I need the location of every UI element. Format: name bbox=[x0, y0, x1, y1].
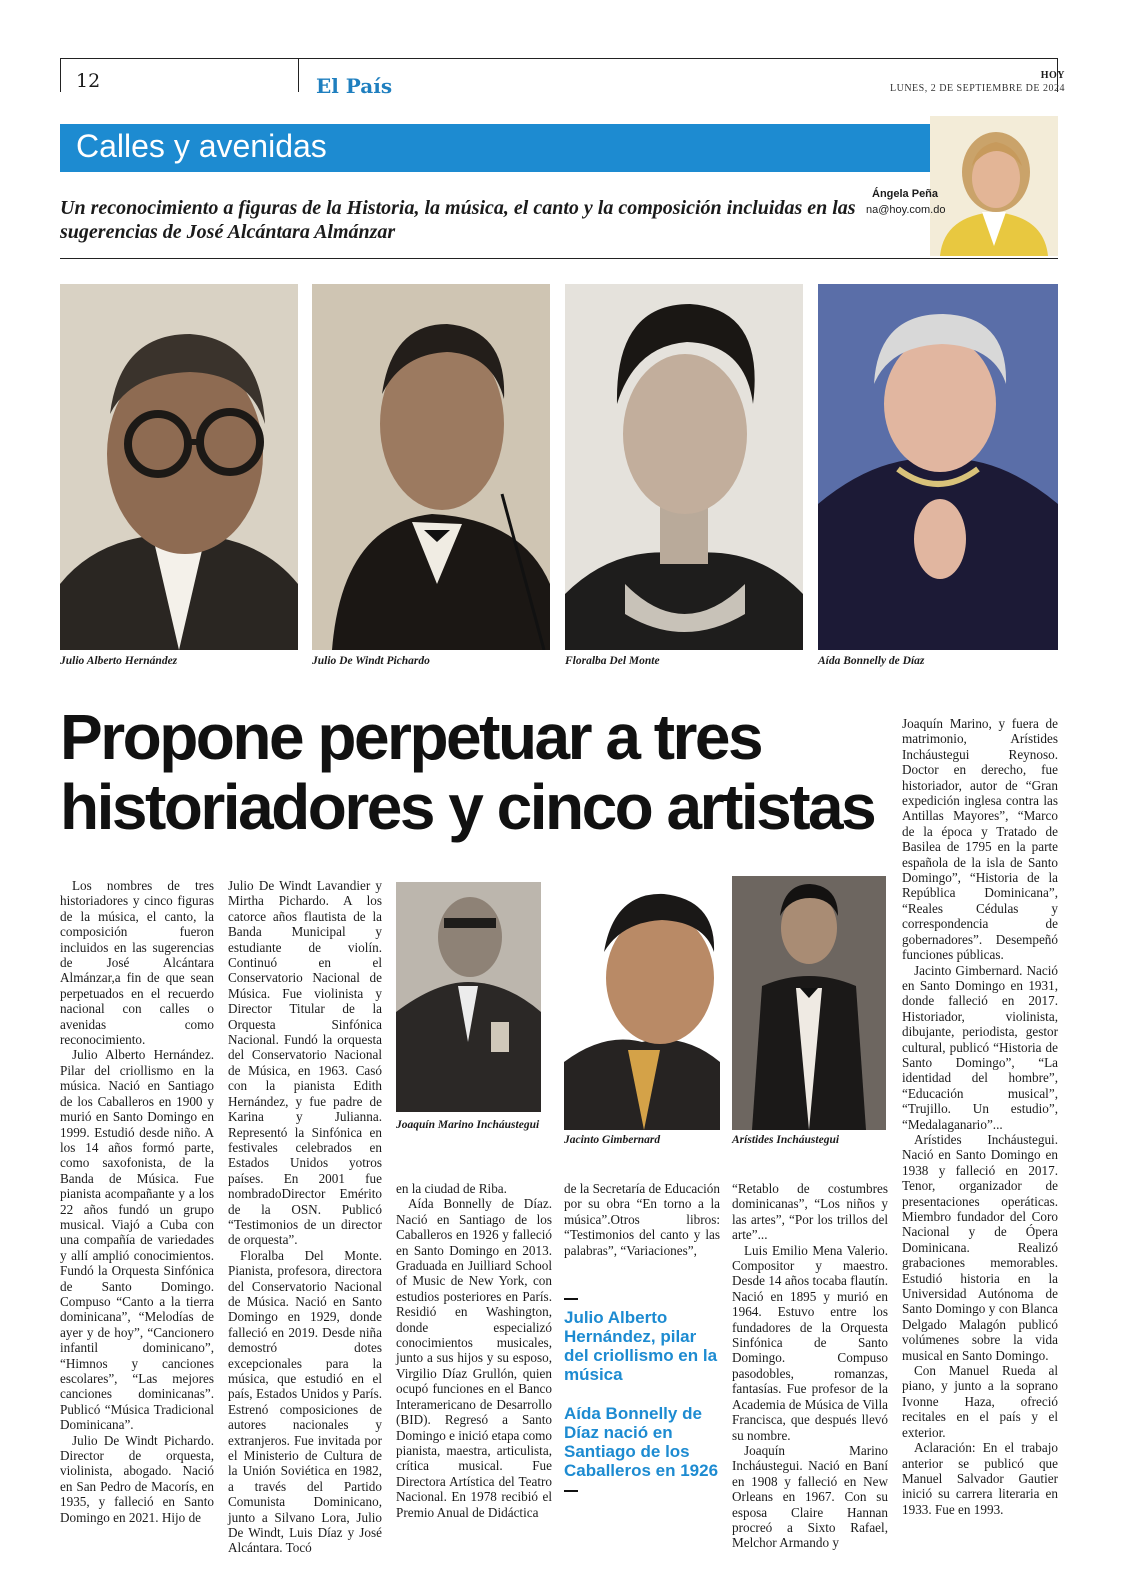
portrait-photo bbox=[565, 284, 803, 650]
body-column bbox=[228, 878, 382, 1556]
portrait-photo bbox=[732, 876, 886, 1130]
header-divider bbox=[60, 58, 61, 92]
body-paragraph: Julio De Windt Lavandier y Mirtha Pichardo. A los catorce años flautista de la Banda Municipal y estudiante de violín. Continuó en el Conservatorio Nacional de Música. Fue violinista y Director Titular de la Orquesta Sinfónica Nacional. Fundó la orquesta del Conservatorio Nacional de Música, en 1963. Casó con la pianista Edith Hernández, y fue padre de Karina y Julianna. Representó la Sinfónica en festivales celebrados en Estados Unidos yotros países. En 2001 fue nombradoDirector Emérito de la OSN. Publicó “Testimonios de un director de orquesta”. bbox=[228, 878, 382, 1248]
photo-caption: Joaquín Marino Incháustegui bbox=[396, 1119, 540, 1131]
body-paragraph: Aída Bonnelly de Díaz. Nació en Santiago de los Caballeros en 1926 y falleció en Santo Domingo en 2013. Graduada en Juilliard School of Music de New York, con estudios posteriores en París. Residió en Washington, donde especializó conocimientos musicales, junto a sus hijos y su esposo, Virgilio Díaz Grullón, quien ocupó funciones en el Banco Interamericano de Desarrollo (BID). Regresó a Santo Domingo e inició etapa como pianista, maestra, articulista, crítica musical. Fue Directora Artística del Teatro Nacional. En 1978 recibió el Premio Anual de Didáctica bbox=[396, 1196, 553, 1520]
author-email[interactable]: na@hoy.com.do bbox=[866, 204, 946, 216]
body-paragraph: Jacinto Gimbernard. Nació en Santo Domingo en 1931, donde falleció en 2017. Historiador, violinista, dibujante, periodista, gestor cultural, publicó “Historia de Santo Domingo”, “La identidad del hombre”, “Educación musical”, “Trujillo. Un estudio”, “Medalaganario”... bbox=[902, 962, 1058, 1132]
portrait-photo bbox=[564, 882, 720, 1130]
pullquote: Aída Bonnelly de Díaz nació en Santiago de los Caballeros en 1926 bbox=[564, 1404, 719, 1480]
body-paragraph: Joaquín Marino Incháustegui. Nació en Baní en 1908 y falleció en New Orleans en 1967. Con su esposa Claire Hannan procreó a Sixto Rafael, Melchor Armando y bbox=[732, 1442, 888, 1551]
author-photo bbox=[930, 116, 1058, 256]
portrait-photo bbox=[60, 284, 298, 650]
portrait-photo bbox=[396, 882, 541, 1112]
body-column bbox=[902, 716, 1058, 1517]
headline: Propone perpetuar a tres historiadores y cinco artistas bbox=[60, 701, 875, 843]
photo-caption: Floralba Del Monte bbox=[565, 655, 660, 667]
page-number: 12 bbox=[76, 70, 101, 92]
author-name: Ángela Peña bbox=[872, 188, 939, 200]
body-column bbox=[60, 878, 214, 1525]
body-paragraph: Luis Emilio Mena Valerio. Compositor y maestro. Desde 14 años tocaba flautín. Nació en 1895 y murió en 1964. Estuvo entre los fundadores de la Orquesta Sinfónica de Santo Domingo. Compuso pasodobles, romanzas, fantasías. Fue profesor de la Academia de Música de Villa Francisca, que después llevó su nombre. bbox=[732, 1242, 888, 1443]
portrait-photo bbox=[818, 284, 1058, 650]
pullquote-rule bbox=[564, 1298, 578, 1300]
column-name: Calles y avenidas bbox=[76, 128, 327, 164]
body-paragraph: en la ciudad de Riba. bbox=[396, 1181, 507, 1196]
body-column bbox=[732, 1181, 888, 1551]
section-name: El País bbox=[316, 74, 393, 98]
body-column bbox=[564, 1181, 720, 1258]
body-paragraph: Julio Alberto Hernández. Pilar del criollismo en la música. Nació en Santiago de los Caballeros en 1900 y murió en Santo Domingo en 1999. Estudió desde niño. A los 14 años formó parte, como saxofonista, de la Banda de Música. Fue pianista acompañante y a los 22 años fundó un grupo musical. Viajó a Cuba con una compañía de variedades y allí amplió conocimientos. Fundó la Orquesta Sinfónica de Santo Domingo. Compuso “Canto a la tierra dominicana”, “Melodías de ayer y de hoy”, “Cancionero infantil dominicano”, “Himnos y canciones escolares”, “Las mejores canciones dominicanas”. Publicó “Música Tradicional Dominicana”. bbox=[60, 1047, 214, 1433]
column-subtitle: Un reconocimiento a figuras de la Historia, la música, el canto y la composición incluidas en las sugerencias de José Alcántara Almánzar bbox=[60, 197, 856, 243]
body-column bbox=[396, 1181, 552, 1520]
top-rule bbox=[60, 58, 1058, 59]
photo-caption: Arístides Incháustegui bbox=[732, 1134, 840, 1146]
publication-date: LUNES, 2 DE SEPTIEMBRE DE 2024 bbox=[890, 83, 1065, 94]
pullquote-rule bbox=[564, 1490, 578, 1492]
body-paragraph: Joaquín Marino, y fuera de matrimonio, Arístides Incháustegui Reynoso. Doctor en derecho, fue historiador, autor de “Gran expedición inglesa contra las Antillas Mayores”, “Marco de la época y Tratado de Basilea de 1795 en la parte española de la isla de Santo Domingo”, “Historia de la República Dominicana”, “Reales Cédulas y correspondencia de gobernadores”. Desempeñó funciones públicas. bbox=[902, 716, 1058, 963]
photo-caption: Julio De Windt Pichardo bbox=[312, 655, 430, 667]
portrait-photo bbox=[312, 284, 550, 650]
body-paragraph: Floralba Del Monte. Pianista, profesora, directora del Conservatorio Nacional de Música. Nació en Santo Domingo en 1929, donde falleció en 2019. Desde niña demostró dotes excepcionales para la música, que estudió en el país, Estados Unidos y París. Estrenó composiciones de autores nacionales y extranjeros. Fue invitada por el Ministerio de Cultura de la Unión Soviética en 1982, a través del Partido Comunista Dominicano, junto a Silvano Lora, Julio De Windt, Luis Díaz y José Alcántara. Tocó bbox=[228, 1247, 382, 1556]
photo-caption: Jacinto Gimbernard bbox=[564, 1134, 661, 1146]
photo-caption: Julio Alberto Hernández bbox=[60, 655, 178, 667]
body-paragraph: de la Secretaría de Educación por su obra “En torno a la música”.Otros libros: “Testimonios del canto y las palabras”, “Variaciones”, bbox=[564, 1181, 720, 1258]
body-paragraph: Los nombres de tres historiadores y cinco figuras de la música, el canto, la composición fueron incluidos en las sugerencias de José Alcántara Almánzar,a fin de que sean perpetuados en el recuerdo nacional con calles o avenidas como reconocimiento. bbox=[60, 878, 214, 1048]
body-paragraph: Con Manuel Rueda al piano, y junto a la soprano Ivonne Haza, ofreció recitales en el país y el exterior. bbox=[902, 1363, 1058, 1440]
pullquote: Julio Alberto Hernández, pilar del criollismo en la música bbox=[564, 1308, 718, 1384]
body-paragraph: Aclaración: En el trabajo anterior se publicó que Manuel Salvador Gautier inició su carrera literaria en 1933. Fue en 1993. bbox=[902, 1440, 1058, 1517]
body-paragraph: Arístides Incháustegui. Nació en Santo Domingo en 1938 y falleció en 2017. Tenor, organizador de presentaciones operáticas. Miembro fundador del Coro Nacional y de Ópera Dominicana. Realizó grabaciones memorables. Estudió historia en la Universidad Autónoma de Santo Domingo y con Blanca Delgado Malagón publicó volúmenes sobre la vida musical en Santo Domingo. bbox=[902, 1131, 1058, 1363]
photo-caption: Aída Bonnelly de Díaz bbox=[818, 655, 925, 667]
subtitle-rule bbox=[60, 258, 1058, 259]
publication-name: HOY bbox=[1040, 70, 1065, 81]
header-divider bbox=[298, 58, 299, 92]
body-paragraph: Julio De Windt Pichardo. Director de orquesta, violinista, abogado. Nació en San Pedro de Macorís, en 1935, y falleció en Santo Domingo en 2021. Hijo de bbox=[60, 1432, 214, 1525]
body-paragraph: “Retablo de costumbres dominicanas”, “Los niños y las artes”, “Por los trillos del arte”... bbox=[732, 1181, 888, 1243]
